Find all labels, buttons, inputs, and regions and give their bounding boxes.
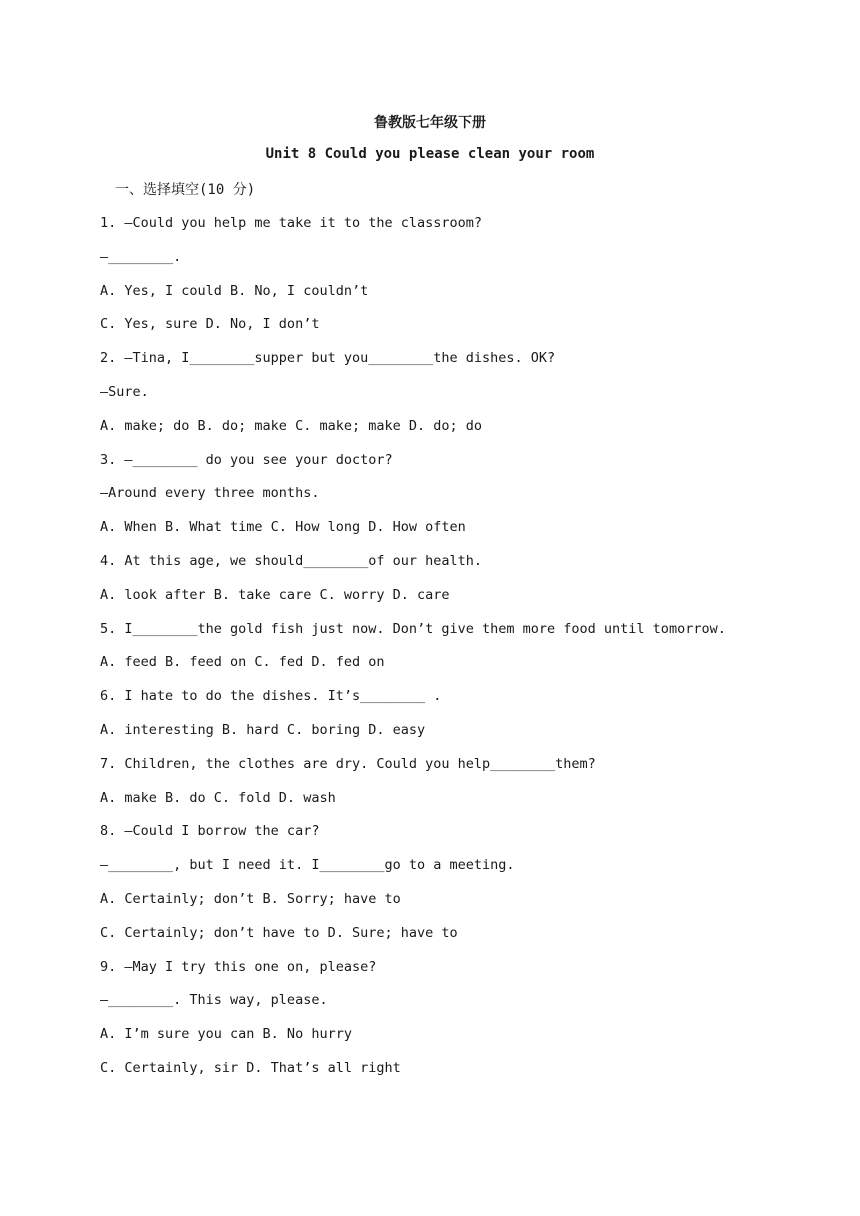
question-line: 8. —Could I borrow the car? bbox=[100, 823, 320, 840]
document-title: 鲁教版七年级下册 bbox=[374, 115, 486, 131]
question-line: —________, but I need it. I________go to a meeting. bbox=[100, 857, 515, 874]
question-line: A. I’m sure you can B. No hurry bbox=[100, 1026, 352, 1043]
question-line: A. look after B. take care C. worry D. care bbox=[100, 586, 450, 603]
question-line: C. Certainly, sir D. That’s all right bbox=[100, 1059, 401, 1076]
question-line: 6. I hate to do the dishes. It’s________ . bbox=[100, 688, 442, 705]
section-heading: 一、选择填空(10 分) bbox=[115, 182, 256, 198]
question-line: A. interesting B. hard C. boring D. easy bbox=[100, 721, 426, 738]
question-list bbox=[100, 213, 820, 1092]
question-line: —Around every three months. bbox=[100, 485, 320, 502]
question-line: 9. —May I try this one on, please? bbox=[100, 958, 377, 975]
question-line: 2. —Tina, I________supper but you________the dishes. OK? bbox=[100, 350, 556, 367]
question-line: 7. Children, the clothes are dry. Could you help________them? bbox=[100, 755, 596, 772]
question-line: A. Certainly; don’t B. Sorry; have to bbox=[100, 890, 401, 907]
question-line: 1. —Could you help me take it to the classroom? bbox=[100, 215, 483, 231]
question-line: A. Yes, I could B. No, I couldn’t bbox=[100, 282, 369, 299]
question-line: 3. —________ do you see your doctor? bbox=[100, 451, 393, 468]
question-line: 5. I________the gold fish just now. Don’t give them more food until tomorrow. bbox=[100, 620, 726, 637]
question-line: —Sure. bbox=[100, 383, 149, 400]
question-line: C. Certainly; don’t have to D. Sure; have to bbox=[100, 924, 458, 941]
question-line: A. make B. do C. fold D. wash bbox=[100, 789, 336, 806]
question-line: A. make; do B. do; make C. make; make D. do; do bbox=[100, 417, 483, 434]
question-line: A. When B. What time C. How long D. How often bbox=[100, 519, 466, 536]
question-line: —________. This way, please. bbox=[100, 992, 328, 1009]
unit-title: Unit 8 Could you please clean your room bbox=[265, 146, 595, 162]
question-line: —________. bbox=[100, 248, 182, 265]
question-line: A. feed B. feed on C. fed D. fed on bbox=[100, 654, 385, 671]
question-line: C. Yes, sure D. No, I don’t bbox=[100, 316, 320, 333]
question-line: 4. At this age, we should________of our health. bbox=[100, 552, 483, 569]
